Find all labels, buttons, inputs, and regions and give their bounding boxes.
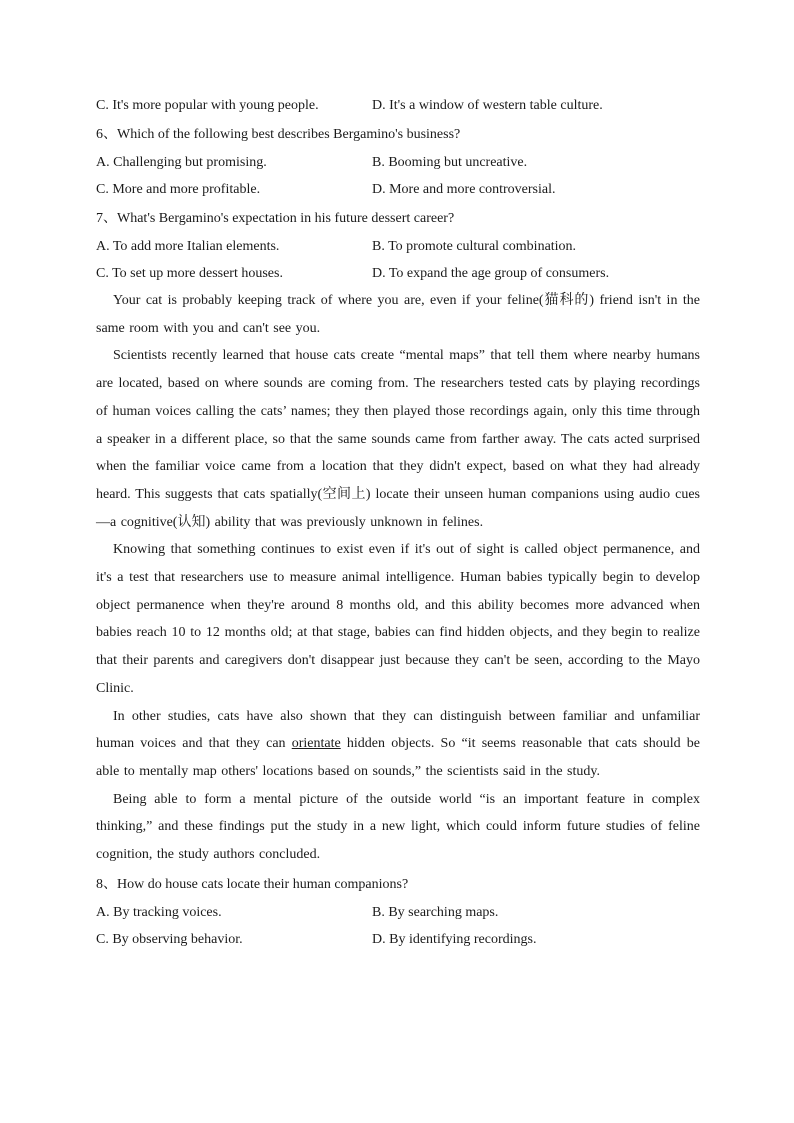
q7-option-d: D. To expand the age group of consumers. — [372, 266, 610, 281]
q6-question: 6、Which of the following best describes Bergamino's business? — [96, 127, 461, 142]
underlined-word-orientate: orientate — [291, 736, 341, 752]
q8-option-a: A. By tracking voices. — [96, 904, 222, 920]
q7-options-row-2 — [96, 260, 700, 287]
paragraph-4-text-before: In other studies, cats have also shown that they can distinguish between familiar and unfamiliar human voices and that they can — [96, 708, 700, 752]
passage-paragraph-2: Scientists recently learned that house cats create “mental maps” that tell them where nearby humans are located, based on where sounds are coming from. The researchers tested cats by playing recordings of human voices calling the cats’ names; they then played those recordings again, only this time through a speaker in a different place, so that the same sounds came from farther away. The cats acted surprised when the familiar voice came from a location that they didn't expect, based on what they had already heard. This suggests that cats spatially(空间上) locate their unseen human companions using audio cues—a cognitive(认知) ability that was previously unknown in felines. — [96, 348, 700, 530]
q5-options-row-2 — [96, 92, 700, 119]
q7-option-c: C. To set up more dessert houses. — [96, 266, 283, 281]
q5-option-c: C. It's more popular with young people. — [96, 98, 319, 113]
q6-option-a: A. Challenging but promising. — [96, 155, 267, 170]
q8-options-row-1 — [96, 899, 700, 926]
passage-paragraph-5: Being able to form a mental picture of the outside world “is an important feature in complex thinking,” and these findings put the study in a new light, which could inform future studies of feline cognition, the study authors concluded. — [96, 791, 700, 863]
q7-option-b: B. To promote cultural combination. — [372, 239, 577, 254]
document-page — [96, 92, 700, 953]
q6-option-c: C. More and more profitable. — [96, 182, 261, 197]
q5-option-d: D. It's a window of western table culture. — [372, 98, 603, 113]
q8-option-b: B. By searching maps. — [372, 904, 499, 920]
q8-option-d: D. By identifying recordings. — [372, 931, 537, 947]
q6-options-row-2 — [96, 176, 700, 203]
q6-options-row-1 — [96, 149, 700, 176]
q8-question: 8、How do house cats locate their human companions? — [96, 876, 409, 892]
q7-options-row-1 — [96, 233, 700, 260]
passage-paragraph-3: Knowing that something continues to exist even if it's out of sight is called object permanence, and it's a test that researchers use to measure animal intelligence. Human babies typically begin to develop object permanence when they're around 8 months old, and this ability becomes more advanced when babies reach 10 to 12 months old; at that stage, babies can find hidden objects, and they begin to realize that their parents and caregivers don't disappear just because they can't be seen, according to the Mayo Clinic. — [96, 542, 700, 696]
passage-paragraph-1: Your cat is probably keeping track of where you are, even if your feline(猫科的) friend isn't in the same room with you and can't see you. — [96, 293, 700, 336]
q8-option-c: C. By observing behavior. — [96, 931, 243, 947]
paragraph-4-text-after: hidden objects. So “it seems reasonable that cats should be able to mentally map others' locations based on sounds,” the scientists said in the study. — [96, 736, 701, 779]
q7-question: 7、What's Bergamino's expectation in his future dessert career? — [96, 211, 455, 226]
q6-option-b: B. Booming but uncreative. — [372, 155, 528, 170]
q7-option-a: A. To add more Italian elements. — [96, 239, 280, 254]
q6-option-d: D. More and more controversial. — [372, 182, 556, 197]
passage-paragraph-4 — [96, 703, 700, 786]
q8-options-row-2 — [96, 926, 700, 953]
